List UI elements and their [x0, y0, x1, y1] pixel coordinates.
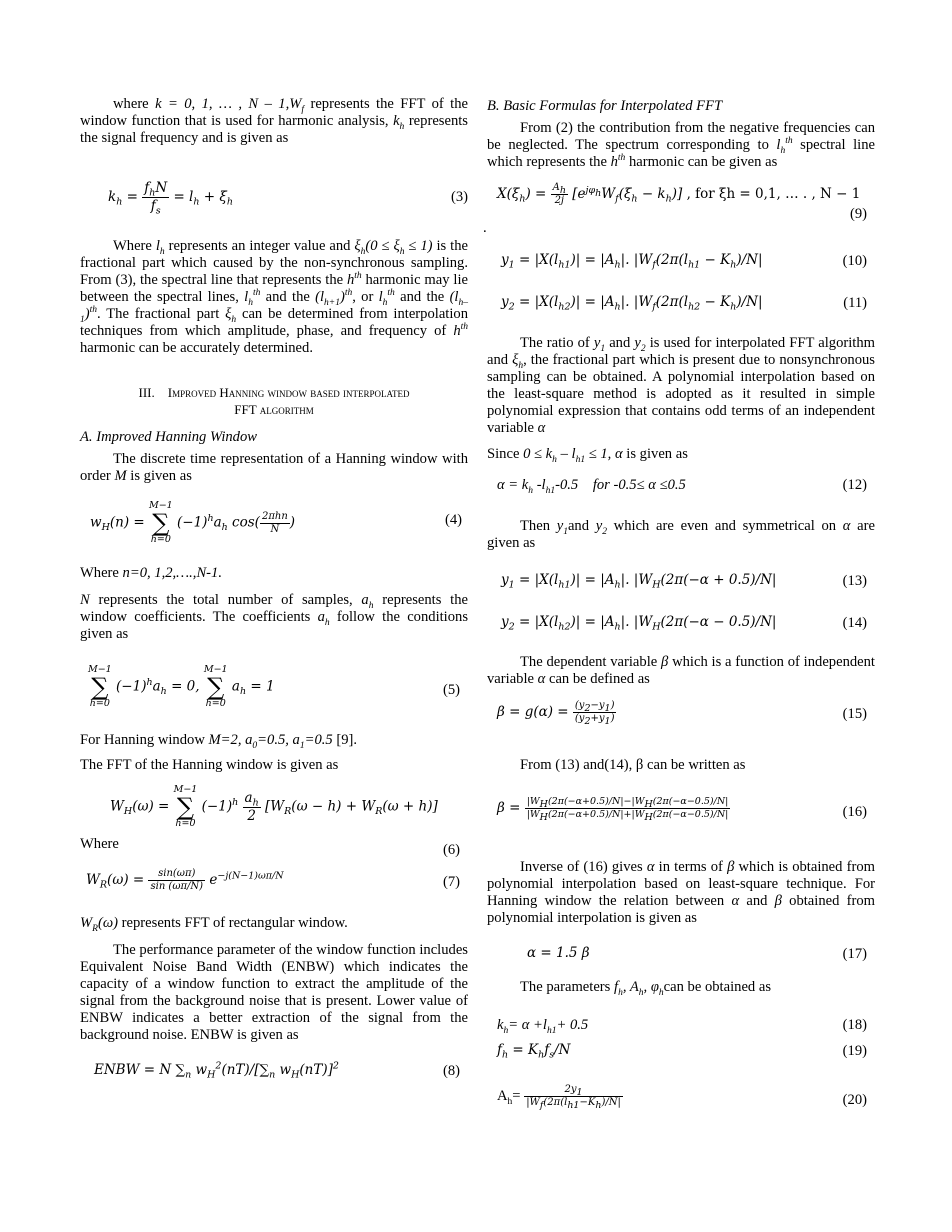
equation-number-16: (16)	[842, 804, 867, 820]
equation-19: $f_h = K_hf_s/N$ (19)	[497, 1042, 867, 1061]
equation-10: $y_1 = |X(l_{h1})| = |A_h|$. $|W_f(2\pi(l_{h1} - K_h)/N|$ (10)	[501, 252, 867, 271]
equation-8: ENBW = N $\sum_n$ $w_H^2(nT)/[\sum_n$ $w_H(nT)]^2$ (8)	[94, 1060, 460, 1081]
equation-number-17: (17)	[842, 946, 867, 962]
equation-5: M−1 ∑ h=0 $(-1)^ha_h = 0$, M−1 ∑ h=0 $a_h = 1$ (5)	[88, 664, 460, 709]
paragraph-fractional-part: Where $l_h$ represents an integer value and $\xi_h(0 \le \xi_h \le 1)$ is the fractional part which caused by the non-synchronous sampling. From (3), the spectral line that represents the $h^{th}$ harmonic may lie between the spectral lines, $l_h^{th}$ and the $(l_{h+1})^{th}$, or $l_h^{th}$ and the $(l_{h-1})^{th}$. The fractional part $\xi_h$ can be determined from interpolation techniques from which amplitude, phase, and frequency of $h^{th}$ harmonic can be accurately determined.	[80, 238, 468, 356]
equation-number-9: (9)	[849, 206, 867, 222]
equation-number-6: (6)	[442, 842, 460, 858]
paragraph-window-coefficients: N represents the total number of samples, $a_h$ represents the window coefficients. The coefficients $a_h$ follow the conditions given as	[80, 592, 469, 642]
paragraph-hanning-intro: The discrete time representation of a Hanning window with order M is given as	[80, 451, 468, 484]
equation-6: $W_H(\omega)$ = M−1 ∑ h=0 $(-1)^h$ $\frac{a_h}{2}$ $[W_R(\omega - h) + W_R(\omega + h)]$	[110, 784, 438, 829]
paragraph-beta-written: From (13) and(14), β can be written as	[520, 757, 746, 773]
equation-9-range: , for ξh = 0,1, … . , N − 1	[686, 186, 861, 202]
equation-12: $\alpha = k_h$ $-l_{h1}-0.5$ for -0.5≤ α ≤0.5 (12)	[497, 477, 867, 496]
equation-6-number-row	[80, 842, 468, 862]
equation-15: β = g(α) = $\frac{(y_2-y_1)}{(y_2+y_1)}$ (15)	[497, 700, 867, 727]
equation-16: β = $\frac{|W_H(2\pi(-\alpha+0.5)/N|-|W_H(2\pi(-\alpha-0.5)/N|}{|W_H(2\pi(-\alpha+0.5)/N|+|W_H(2\pi(-\alpha-0.5)/N|}$ (16)	[497, 796, 867, 823]
paragraph-negative-frequencies: From (2) the contribution from the negative frequencies can be neglected. The spectrum corresponding to $l_h^{th}$ spectral line which represents the $h^{th}$ harmonic can be given as	[487, 120, 875, 170]
paragraph-where: Where	[80, 836, 119, 852]
subsection-heading-b: B. Basic Formulas for Interpolated FFT	[487, 98, 723, 114]
paragraph-hanning-coefficients: For Hanning window M=2, $a_0=0.5$, $a_1=0.5$ [9].	[80, 732, 358, 751]
equation-number-18: (18)	[842, 1017, 867, 1033]
paragraph-inverse: Inverse of (16) gives α in terms of β which is obtained from polynomial interpolation based on least-square technique. For Hanning window the relation between α and β obtained from polynomial interpolation is given as	[487, 859, 875, 926]
equation-17-body: α = 1.5 β	[527, 945, 590, 961]
equation-14: $y_2 = |X(l_{h2})| = |A_h|$. $|W_H(2\pi(-\alpha - 0.5)/N|$ (14)	[501, 614, 867, 633]
equation-number-10: (10)	[842, 253, 867, 269]
equation-4: $w_H(n)$ = M−1 ∑ h=0 $(-1)^ha_h$ cos( $\frac{\text{2πhn}}{N}$ ) (4)	[90, 500, 462, 545]
equation-number-8: (8)	[442, 1063, 460, 1079]
section-title-line-2: FFT algorithm	[234, 402, 314, 417]
section-heading-iii	[80, 384, 468, 418]
section-number: III.	[138, 385, 155, 400]
equation-number-4: (4)	[444, 512, 462, 528]
equation-11: $y_2 = |X(l_{h2})| = |A_h|$. $|W_f(2\pi(l_{h2} - K_h)/N|$ (11)	[501, 294, 867, 313]
equation-7: $W_R(\omega)$ = $\frac{\sin(\omega\pi)}{\sin (\omega\pi/N)}$ $e^{-j(N-1)\omega\pi/N}$ (7)	[86, 868, 460, 892]
equation-number-7: (7)	[442, 874, 460, 890]
paragraph-fft-hanning: The FFT of the Hanning window is given as	[80, 757, 339, 773]
section-title-line-1: Improved Hanning window based interpolated	[167, 385, 410, 400]
equation-18: $k_h= \alpha +l_{h1}+ 0.5$ (18)	[497, 1017, 867, 1036]
paragraph-enbw: The performance parameter of the window function includes Equivalent Noise Band Width (ENBW) which indicates the capacity of a window function to extract the amplitude of the signal from the background noise that is present. Lower value of ENBW indicates a better extraction of the signal from the background noise. ENBW is given as	[80, 942, 468, 1043]
equation-number-11: (11)	[843, 295, 867, 311]
equation-9: $X(\xi_h)$ = $\frac{A_h}{2j}$ $[e^{j\varphi_h}W_f(\xi_h - k_h)]$ , for ξh = 0,1, … . , N − 1 (9)	[497, 182, 867, 222]
paragraph-parameters: The parameters $f_h$, $A_h$, $\varphi_hcan$ be obtained as	[520, 979, 772, 998]
equation-number-3: (3)	[450, 189, 468, 205]
paragraph-n-range: Where n=0, 1,2,….,N-1.	[80, 565, 222, 581]
paragraph-even-symmetric: Then $y_1and$ $y_2$ which are even and symmetrical on α are given as	[487, 518, 875, 551]
equation-number-15: (15)	[842, 706, 867, 722]
equation-number-13: (13)	[842, 573, 867, 589]
paragraph-dependent-variable: The dependent variable β which is a function of independent variable α can be defined as	[487, 654, 875, 687]
paragraph-ratio: The ratio of $y_1$ and $y_2$ is used for interpolated FFT algorithm and $\xi_h$, the fractional part which is present due to nonsynchronous sampling can be obtained. A polynomial interpolation based on the least-square method is adopted as it resulted in simple polynomial expression that contains odd terms of an independent variable α	[487, 335, 875, 436]
equation-number-5: (5)	[442, 682, 460, 698]
equation-3: $k_h$ = $\frac{f_hN}{f_s}$ = $l_h + \xi_h$ (3)	[108, 180, 468, 217]
equation-13: $y_1 = |X(l_{h1})| = |A_h|$. $|W_H(2\pi(-\alpha + 0.5)/N|$ (13)	[501, 572, 867, 591]
stray-dot: .	[483, 220, 487, 236]
equation-number-14: (14)	[842, 615, 867, 631]
equation-number-12: (12)	[842, 477, 867, 493]
paragraph-wr: $W_R(\omega)$ represents FFT of rectangular window.	[80, 915, 348, 934]
equation-number-20: (20)	[842, 1092, 867, 1108]
equation-20: $A_h=$ $\frac{2y_1}{|W_f(2\pi(l_{h1}-K_h)/N|}$ (20)	[497, 1084, 867, 1111]
paragraph-since: Since $0 \le k_h - l_{h1} \le 1$, α is given as	[487, 446, 688, 465]
paragraph-where-k: where k = 0, 1, … , N – $1,W_f$ represents the FFT of the window function that is used for harmonic analysis, $k_h$ represents the signal frequency and is given as	[80, 96, 468, 146]
equation-number-19: (19)	[842, 1043, 867, 1059]
subsection-heading-a: A. Improved Hanning Window	[80, 429, 257, 445]
equation-17	[487, 945, 875, 967]
